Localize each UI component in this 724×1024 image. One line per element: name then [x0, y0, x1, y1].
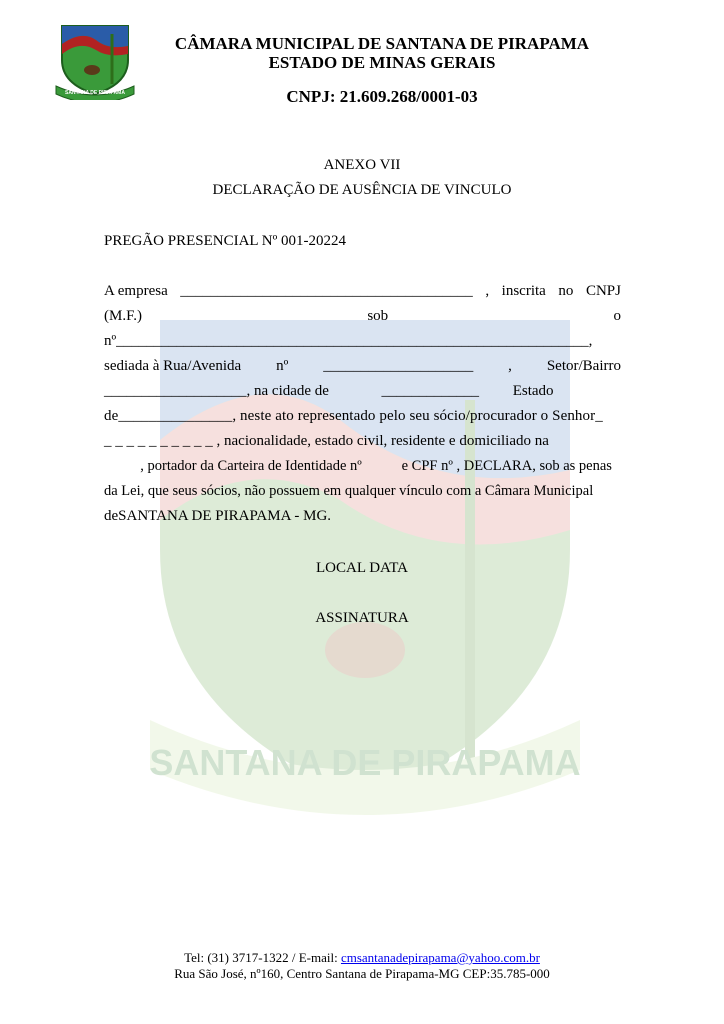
footer-email-link[interactable]: cmsantanadepirapama@yahoo.com.br: [340, 950, 540, 965]
declaration-line-3: nº_______________________________________________________________,: [104, 333, 593, 349]
declaration-line-1: [104, 283, 621, 305]
text-o: o: [613, 308, 621, 324]
footer-tel: Tel: (31) 3717-1322 / E-mail:: [184, 950, 338, 965]
watermark-banner-text: SANTANA DE PIRAPAMA: [149, 742, 581, 783]
company-name-blank: _______________________________________: [180, 283, 473, 299]
coat-of-arms-logo: [54, 24, 136, 100]
text-mf: (M.F.): [104, 308, 142, 324]
cnpj-title: CNPJ: 21.609.268/0001-03: [286, 87, 478, 106]
annex-subtitle: DECLARAÇÃO DE AUSÊNCIA DE VINCULO: [212, 182, 512, 198]
text-sob: sob: [367, 308, 389, 324]
annex-title: ANEXO VII: [323, 157, 401, 173]
footer-contact: [0, 950, 724, 966]
state-title: ESTADO DE MINAS GERAIS: [268, 53, 496, 72]
text-no: no: [558, 283, 574, 299]
local-data: LOCAL DATA: [316, 560, 408, 576]
declaration-line-4: [104, 358, 621, 380]
declaration-line-7: _ _ _ _ _ _ _ _ _ _ , nacionalidade, estado civil, residente e domiciliado na: [104, 433, 549, 449]
declaration-line-9: da Lei, que seus sócios, não possuem em qualquer vínculo com a Câmara Municipal: [104, 483, 594, 499]
text-cnpj: CNPJ: [585, 283, 621, 299]
text-setor-bairro: Setor/Bairro: [546, 358, 621, 374]
footer-address: Rua São José, nº160, Centro Santana de Pirapama-MG CEP:35.785-000: [174, 966, 550, 981]
text-inscrita: inscrita: [501, 283, 546, 299]
comma: ,: [485, 283, 490, 299]
comma: ,: [508, 358, 512, 374]
address-blank: ____________________: [323, 358, 474, 374]
declaration-line-5: ___________________, na cidade de _____________ Estado: [104, 383, 554, 399]
declaration-line-6: de_______________, neste ato representado pelo seu sócio/procurador o Senhor_: [104, 408, 603, 424]
declaration-line-10: deSANTANA DE PIRAPAMA - MG.: [104, 508, 332, 524]
declaration-line-8: , portador da Carteira de Identidade nº e CPF nº , DECLARA, sob as penas: [104, 458, 612, 474]
declaration-line-2: [104, 308, 621, 330]
text-a-empresa: A empresa: [104, 283, 168, 299]
organization-title: CÂMARA MUNICIPAL DE SANTANA DE PIRAPAMA: [174, 34, 590, 53]
text-rua-avenida: sediada à Rua/Avenida: [104, 358, 242, 374]
pregao-reference: PREGÃO PRESENCIAL Nº 001-20224: [104, 233, 347, 249]
signature-label: ASSINATURA: [315, 610, 409, 626]
text-numero: nº: [276, 358, 289, 374]
logo-banner-text: SANTANA DE PIRAPAMA: [65, 90, 125, 96]
